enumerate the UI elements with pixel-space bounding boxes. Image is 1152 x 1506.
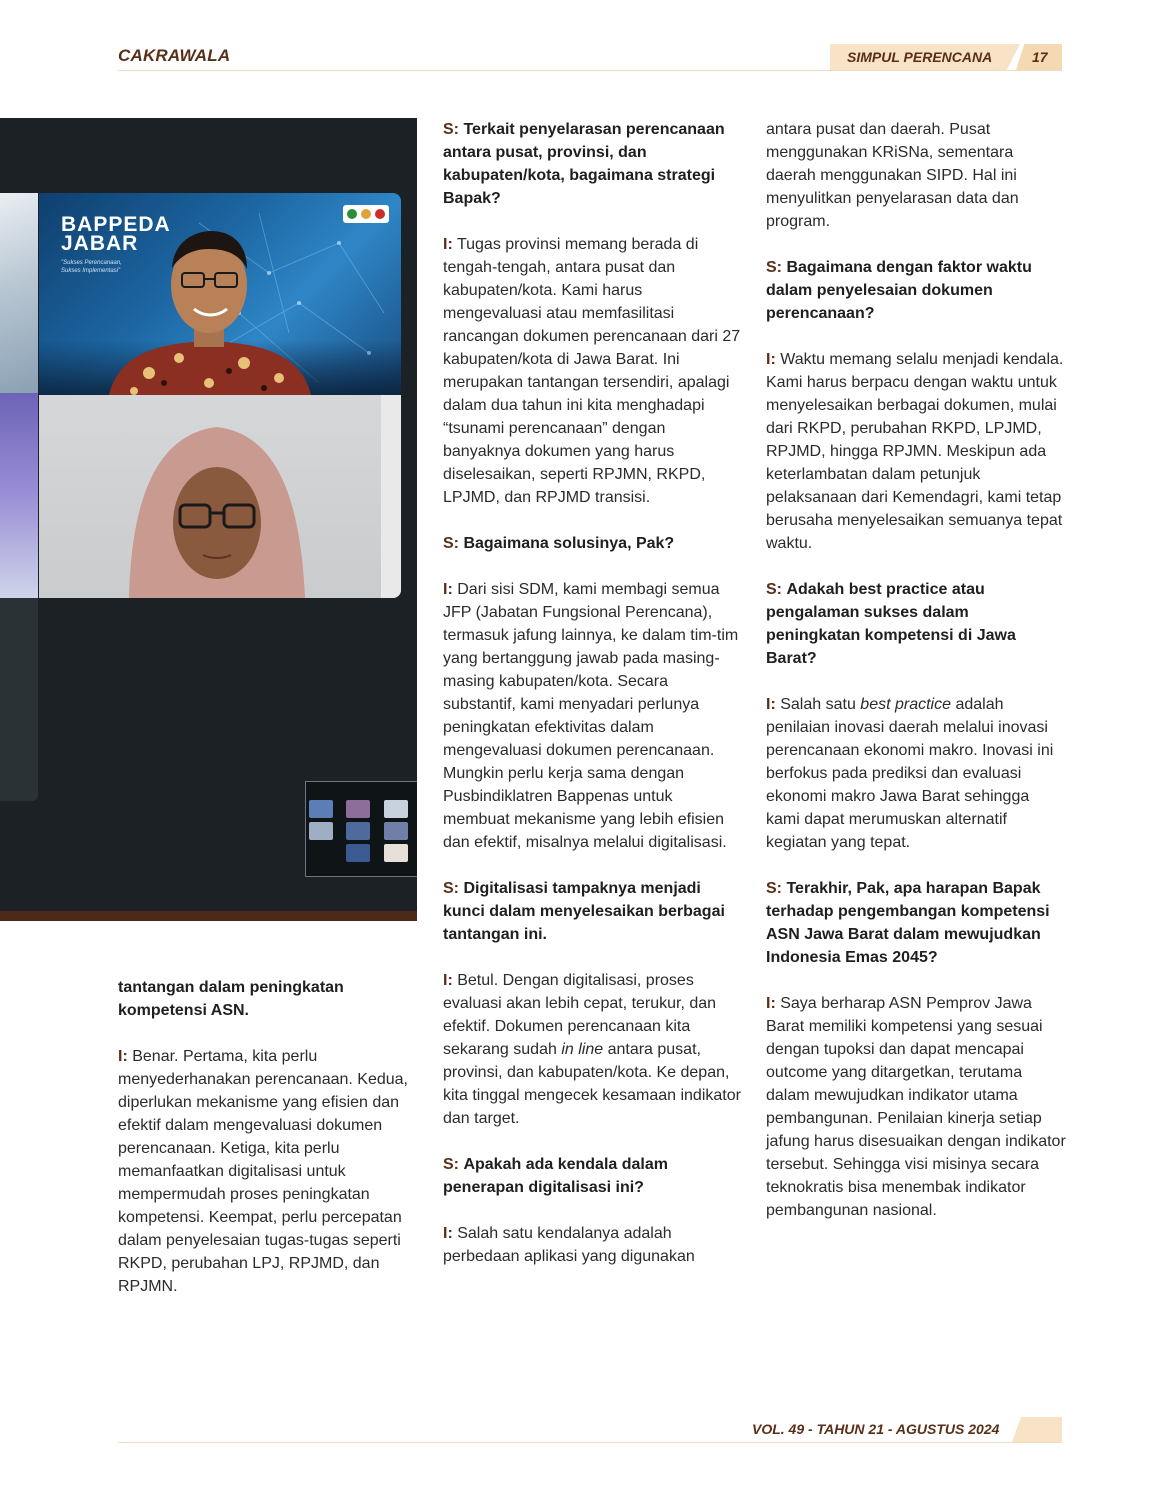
speaker-man bbox=[39, 193, 401, 395]
answer-continuation bbox=[766, 118, 1066, 233]
interview-question bbox=[443, 118, 743, 210]
interview-question bbox=[443, 877, 743, 946]
header-divider bbox=[118, 70, 1062, 71]
speaker-label-s: S: bbox=[443, 535, 459, 552]
answer-text: adalah penilaian inovasi daerah melalui inovasi perencanaan ekonomi makro. Inovasi ini berfokus pada prediksi dan evaluasi ekonomi makro Jawa Barat sehingga kami dapat merumuskan alternatif kegiatan yang tepat. bbox=[766, 696, 1054, 851]
interview-answer bbox=[766, 992, 1066, 1222]
speaker-label-s: S: bbox=[766, 880, 782, 897]
host-tile bbox=[39, 395, 401, 598]
host-woman bbox=[39, 395, 401, 598]
question-text: Bagaimana dengan faktor waktu dalam penyelesaian dokumen perencanaan? bbox=[766, 259, 1032, 322]
interview-answer bbox=[766, 348, 1066, 555]
speaker-label-i: I: bbox=[443, 581, 453, 598]
participant-tile-partial bbox=[0, 193, 38, 801]
footer-divider bbox=[118, 1442, 1062, 1443]
answer-text: Tugas provinsi memang berada di tengah-tengah, antara pusat dan kabupaten/kota. Kami harus mengevaluasi atau memfasilitasi rancangan dokumen perencanaan dari 27 kabupaten/kota di Jawa Barat. Ini merupakan tantangan tersendiri, apalagi dalam dua tahun ini kita menghadapi “tsunami perencanaan” dengan banyaknya dokumen yang harus diselesaikan, seperti RPJMN, RKPD, LPJMD, dan RPJMD transisi. bbox=[443, 236, 741, 506]
magazine-rubric: CAKRAWALA bbox=[118, 46, 231, 65]
question-text: Apakah ada kendala dalam penerapan digitalisasi ini? bbox=[443, 1156, 668, 1196]
interview-answer bbox=[118, 1045, 418, 1298]
answer-text: Benar. Pertama, kita perlu menyederhanakan perencanaan. Kedua, diperlukan mekanisme yang efisien dan efektif dalam mengevaluasi dokumen perencanaan. Ketiga, kita perlu memanfaatkan digitalisasi untuk mempermudah proses peningkatan kompetensi. Keempat, perlu percepatan dalam penyelesaian tugas-tugas seperti RKPD, perubahan LPJ, RPJMD, dan RPJMN. bbox=[118, 1048, 408, 1295]
text-column-1 bbox=[118, 976, 418, 1321]
answer-emphasis: in line bbox=[561, 1041, 604, 1058]
speaker-label-s: S: bbox=[443, 1156, 459, 1173]
interview-answer bbox=[443, 969, 743, 1130]
speaker-label-i: I: bbox=[766, 351, 776, 368]
speaker-label-s: S: bbox=[443, 880, 459, 897]
interview-answer bbox=[443, 1222, 743, 1268]
speaker-label-i: I: bbox=[443, 1225, 453, 1242]
footer-band bbox=[1012, 1417, 1062, 1442]
question-text: Adakah best practice atau pengalaman sukses dalam peningkatan kompetensi di Jawa Barat? bbox=[766, 581, 1016, 667]
answer-text: antara pusat, provinsi, dan kabupaten/kota. Ke depan, kita tinggal mengecek kesamaan indikator dan target. bbox=[443, 1041, 741, 1127]
text-column-2 bbox=[443, 118, 743, 1291]
question-text: Terakhir, Pak, apa harapan Bapak terhadap pengembangan kompetensi ASN Jawa Barat dalam mewujudkan Indonesia Emas 2045? bbox=[766, 880, 1050, 966]
speaker-label-i: I: bbox=[766, 995, 776, 1012]
text-column-3 bbox=[766, 118, 1066, 1245]
bappeda-logo-text: BAPPEDA JABAR bbox=[61, 213, 171, 255]
question-text: tantangan dalam peningkatan kompetensi ASN. bbox=[118, 979, 344, 1019]
question-text: Terkait penyelarasan perencanaan antara pusat, provinsi, dan kabupaten/kota, bagaimana strategi Bapak? bbox=[443, 121, 725, 207]
interview-question bbox=[118, 976, 418, 1022]
speaker-label-i: I: bbox=[443, 972, 453, 989]
interview-answer bbox=[443, 578, 743, 854]
interview-question bbox=[766, 256, 1066, 325]
interview-answer bbox=[766, 693, 1066, 854]
answer-text: Waktu memang selalu menjadi kendala. Kami harus berpacu dengan waktu untuk menyelesaikan berbagai dokumen, mulai dari RKPD, perubahan RKPD, LPJMD, RPJMD, hingga RPJMN. Meskipun ada keterlambatan dalam petunjuk pelaksanaan dari Kemendagri, kami tetap berusaha menyelesaikan semuanya tepat waktu. bbox=[766, 351, 1064, 552]
answer-text: Dari sisi SDM, kami membagi semua JFP (Jabatan Fungsional Perencana), termasuk jafung lainnya, ke dalam tim-tim yang bertanggung jawab pada masing-masing kabupaten/kota. Secara substantif, kami menyadari perlunya peningkatan efektivitas dalam mengevaluasi dokumen perencanaan. Mungkin perlu kerja sama dengan Pusbindiklatren Bappenas untuk membuat mekanisme yang lebih efisien dan efektif, misalnya melalui digitalisasi. bbox=[443, 581, 739, 851]
page-number: 17 bbox=[1032, 49, 1048, 65]
answer-text: Salah satu bbox=[780, 696, 861, 713]
interview-answer bbox=[443, 233, 743, 509]
speaker-label-i: I: bbox=[766, 696, 776, 713]
bappeda-tagline: "Sukses Perencanaan, Sukses Implementasi" bbox=[61, 260, 122, 274]
speaker-tile bbox=[39, 193, 401, 395]
answer-text: Betul. Dengan digitalisasi, proses evaluasi akan lebih cepat, terukur, dan efektif. Dokumen perencanaan kita sekarang sudah bbox=[443, 972, 717, 1058]
speaker-label-s: S: bbox=[766, 581, 782, 598]
interview-question bbox=[766, 578, 1066, 670]
speaker-label-i: I: bbox=[443, 236, 453, 253]
participant-gallery bbox=[305, 781, 417, 877]
answer-text: Saya berharap ASN Pemprov Jawa Barat memiliki kompetensi yang sesuai dengan tupoksi dan dapat mencapai outcome yang ditargetkan, terutama dalam mewujudkan indikator utama pembangunan. Penilaian kinerja setiap jafung harus disesuaikan dengan indikator tersebut. Sehingga visi misinya secara teknokratis bisa menembak indikator pembangunan nasional. bbox=[766, 995, 1066, 1219]
video-conference-photo bbox=[0, 118, 417, 921]
question-text: Bagaimana solusinya, Pak? bbox=[463, 535, 675, 552]
answer-text: Salah satu kendalanya adalah perbedaan aplikasi yang digunakan bbox=[443, 1225, 695, 1265]
speaker-label-s: S: bbox=[443, 121, 459, 138]
question-text: Digitalisasi tampaknya menjadi kunci dalam menyelesaikan berbagai tantangan ini. bbox=[443, 880, 725, 943]
answer-emphasis: best practice bbox=[860, 696, 952, 713]
answer-text: antara pusat dan daerah. Pusat menggunakan KRiSNa, sementara daerah menggunakan SIPD. Hal ini menyulitkan penyelarasan data dan program. bbox=[766, 121, 1019, 230]
section-title: SIMPUL PERENCANA bbox=[847, 49, 993, 65]
interview-question bbox=[766, 877, 1066, 969]
issue-info: VOL. 49 - TAHUN 21 - AGUSTUS 2024 bbox=[752, 1421, 1000, 1437]
speaker-label-i: I: bbox=[118, 1048, 128, 1065]
interview-question bbox=[443, 1153, 743, 1199]
interview-question bbox=[443, 532, 743, 555]
photo-bottom-strip bbox=[0, 911, 417, 921]
speaker-label-s: S: bbox=[766, 259, 782, 276]
